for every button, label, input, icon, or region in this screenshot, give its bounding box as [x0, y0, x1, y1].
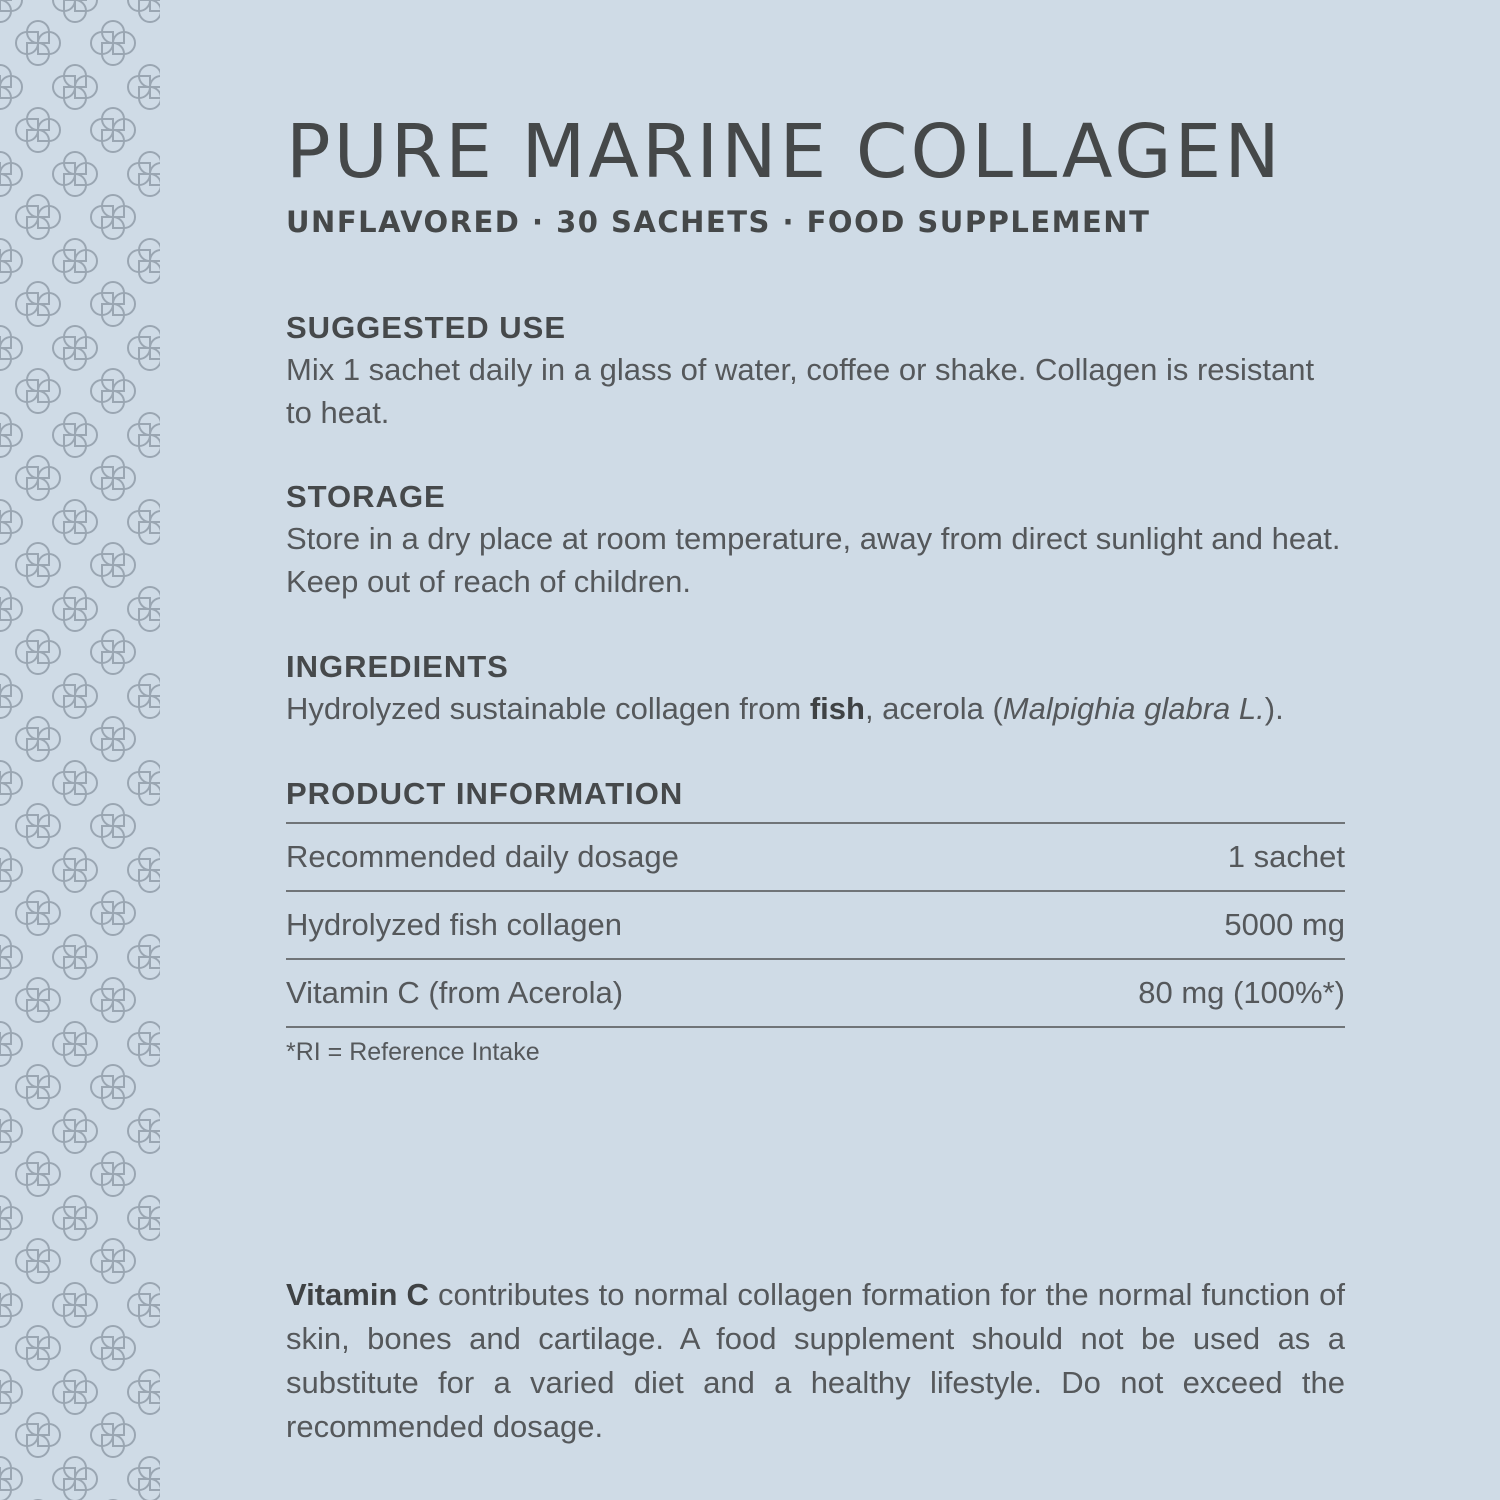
storage-heading: STORAGE — [286, 479, 446, 514]
disclaimer-body: contributes to normal collagen formation for the normal function of skin, bones and cartilage. A food supplement should not be used as a substitute for a varied diet and a healthy lifestyle. Do not exceed the recommended dosage. — [286, 1277, 1345, 1444]
row-label: Vitamin C (from Acerola) — [286, 975, 624, 1010]
ingredients-text — [286, 687, 1345, 730]
ingredients-latin-name: Malpighia glabra L. — [1002, 691, 1265, 726]
suggested-use-heading: SUGGESTED USE — [286, 310, 566, 345]
ingredients-text-middle: , acerola ( — [864, 691, 1003, 726]
product-information-section — [286, 774, 1345, 814]
suggested-use-text: Mix 1 sachet daily in a glass of water, coffee or shake. Collagen is resistant to heat. — [286, 352, 1315, 430]
row-value: 80 mg (100%*) — [1138, 975, 1345, 1010]
suggested-use-section — [286, 308, 1345, 434]
decorative-pattern-strip — [0, 0, 160, 1500]
table-row — [286, 892, 1345, 960]
ingredients-text-after: ). — [1264, 691, 1284, 726]
row-label: Hydrolyzed fish collagen — [286, 907, 623, 942]
disclaimer-text — [286, 1273, 1345, 1449]
product-information-table — [286, 822, 1345, 1028]
ingredients-heading: INGREDIENTS — [286, 649, 509, 684]
product-information-heading: PRODUCT INFORMATION — [286, 776, 684, 811]
reference-intake-footnote: *RI = Reference Intake — [286, 1038, 540, 1066]
label-content — [286, 109, 1345, 1444]
storage-text: Store in a dry place at room temperature, away from direct sunlight and heat. Keep out of reach of children. — [286, 521, 1341, 599]
disclaimer-bold-lead: Vitamin C — [286, 1277, 429, 1312]
table-row — [286, 960, 1345, 1028]
row-value: 1 sachet — [1227, 839, 1345, 874]
interlocking-leaf-pattern-icon — [0, 0, 160, 1500]
ingredients-allergen: fish — [809, 691, 865, 726]
ingredients-text-before: Hydrolyzed sustainable collagen from — [286, 691, 810, 726]
table-row — [286, 824, 1345, 892]
row-label: Recommended daily dosage — [286, 839, 679, 874]
row-value: 5000 mg — [1224, 907, 1345, 942]
storage-section — [286, 477, 1345, 603]
product-title: PURE MARINE COLLAGEN — [286, 109, 1283, 195]
ingredients-section — [286, 647, 1345, 730]
product-subtitle: UNFLAVORED · 30 SACHETS · FOOD SUPPLEMENT — [286, 205, 1151, 239]
